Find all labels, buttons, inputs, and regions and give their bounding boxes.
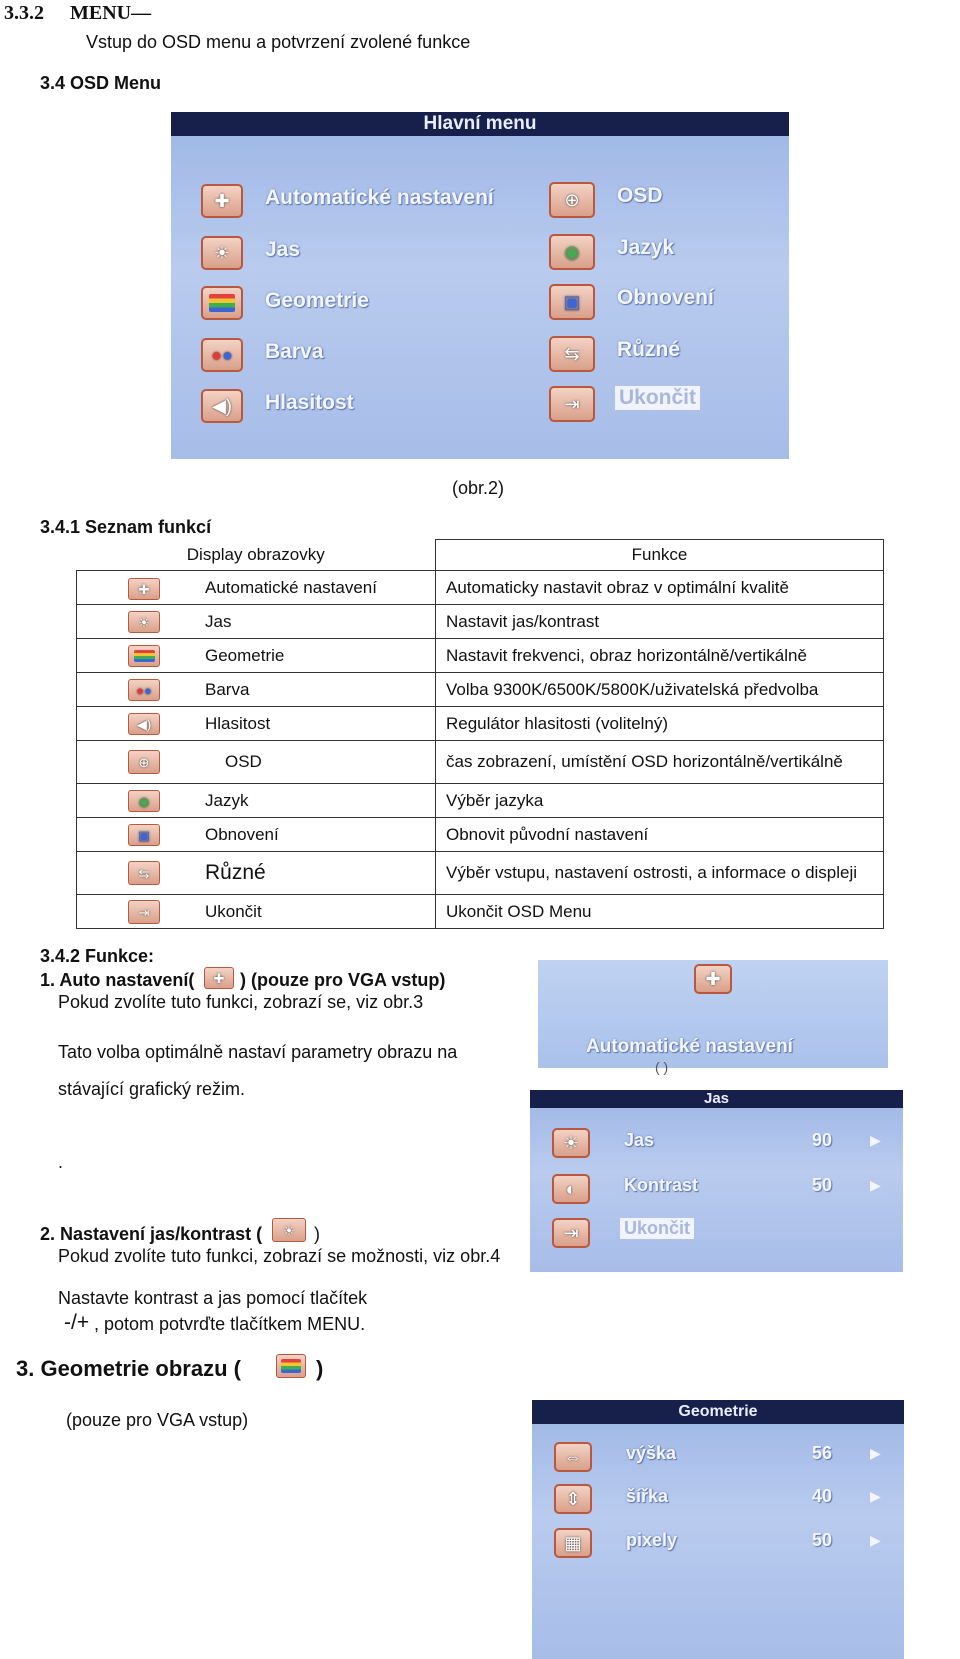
row-function: Výběr vstupu, nastavení ostrosti, a informace o displeji (436, 852, 884, 895)
geometry-icon (201, 286, 243, 320)
auto-adjust-icon: ✚ (204, 967, 234, 989)
row-name: Hlasitost (195, 707, 436, 741)
kontrast-row-value: 50 (812, 1175, 833, 1195)
table-row (77, 784, 884, 818)
exit-icon: ⇥ (552, 1218, 590, 1248)
item1-line3: stávající grafický režim. (58, 1079, 246, 1099)
arrow-right-icon: ▶ (870, 1177, 881, 1193)
osd-item-geometrie: Geometrie (265, 289, 369, 312)
table-row (77, 571, 884, 605)
brightness-icon: ☀ (201, 236, 243, 270)
row-function: Automaticky nastavit obraz v optimální kvalitě (436, 571, 884, 605)
jas-exit-label: Ukončit (620, 1218, 694, 1239)
row-name: Geometrie (195, 639, 436, 673)
table-row (77, 852, 884, 895)
reset-icon: ▣ (549, 284, 595, 320)
brightness-icon: ☀ (272, 1218, 306, 1242)
caption-obr2: (obr.2) (452, 478, 505, 498)
row-function: Volba 9300K/6500K/5800K/uživatelská předvolba (436, 673, 884, 707)
row-function: Ukončit OSD Menu (436, 895, 884, 929)
auto-adjust-icon: ✚ (201, 184, 243, 218)
color-icon: ● ● (128, 679, 160, 701)
geometry-screenshot (532, 1400, 904, 1659)
row-name: Obnovení (195, 818, 436, 852)
item2-plusminus: -/+ (64, 1311, 90, 1334)
row-function: Nastavit frekvenci, obraz horizontálně/vertikálně (436, 639, 884, 673)
jas-row-value: 90 (812, 1130, 833, 1150)
auto-adjust-icon: ✚ (128, 578, 160, 600)
osd-title: Hlavní menu (171, 112, 789, 136)
table-row (77, 741, 884, 784)
item2-title-start: 2. Nastavení jas/kontrast ( (40, 1224, 263, 1244)
row-function: čas zobrazení, umístění OSD horizontálně/vertikálně (436, 741, 884, 784)
exit-icon: ⇥ (128, 900, 160, 924)
color-icon: ● ● (201, 338, 243, 372)
item1-line2: Tato volba optimálně nastaví parametry obrazu na (58, 1042, 458, 1062)
sirka-row-value: 40 (812, 1486, 833, 1506)
brightness-icon: ☀ (128, 611, 160, 633)
item1-title-start: 1. Auto nastavení( (40, 970, 195, 990)
osd-icon: ⊕ (549, 182, 595, 218)
arrow-right-icon: ▶ (870, 1488, 881, 1504)
language-icon: ◉ (128, 790, 160, 812)
osd-item-osd: OSD (617, 184, 663, 207)
heading-function-list: 3.4.1 Seznam funkcí (40, 517, 212, 537)
row-function: Obnovit původní nastavení (436, 818, 884, 852)
section-number-332: 3.3.2 (4, 2, 44, 24)
brightness-icon: ☀ (552, 1128, 590, 1158)
pixels-icon: ▦ (554, 1528, 592, 1558)
osd-item-jas: Jas (265, 238, 301, 261)
row-name: Různé (195, 852, 436, 895)
table-row (77, 639, 884, 673)
sirka-row-label: šířka (626, 1486, 669, 1506)
osd-item-ruzne: Různé (617, 338, 680, 361)
geometry-icon (276, 1354, 306, 1378)
jas-osd-title: Jas (530, 1090, 903, 1108)
row-name: Automatické nastavení (195, 571, 436, 605)
item3-line1: (pouze pro VGA vstup) (66, 1410, 249, 1430)
language-icon: ◉ (549, 234, 595, 270)
row-name: OSD (195, 741, 436, 784)
function-table (76, 539, 884, 929)
heading-osd-menu: 3.4 OSD Menu (40, 73, 162, 93)
auto-osd-label: Automatické nastavení (586, 1036, 793, 1057)
main-menu-screenshot (171, 112, 789, 459)
osd-icon: ⊕ (128, 750, 160, 774)
osd-item-barva: Barva (265, 340, 324, 363)
table-header-row (77, 540, 884, 571)
auto-caption-fragment: ( ) (655, 1059, 669, 1075)
item1-title-end: ) (pouze pro VGA vstup) (240, 970, 446, 990)
row-name: Jas (195, 605, 436, 639)
arrow-right-icon: ▶ (870, 1132, 881, 1148)
row-name: Barva (195, 673, 436, 707)
pixely-row-label: pixely (626, 1530, 678, 1550)
pixely-row-value: 50 (812, 1530, 833, 1550)
menu-description: Vstup do OSD menu a potvrzení zvolené funkce (86, 32, 471, 52)
jas-row-label: Jas (624, 1130, 655, 1150)
item2-line2: Nastavte kontrast a jas pomocí tlačítek (58, 1288, 368, 1308)
arrow-right-icon: ▶ (870, 1445, 881, 1461)
row-function: Regulátor hlasitosti (volitelný) (436, 707, 884, 741)
misc-icon: ⇆ (549, 336, 595, 372)
heading-functions: 3.4.2 Funkce: (40, 946, 155, 966)
header-function: Funkce (436, 540, 884, 571)
item2-title-end: ) (314, 1224, 320, 1244)
table-row (77, 895, 884, 929)
row-function: Výběr jazyka (436, 784, 884, 818)
arrow-right-icon: ▶ (870, 1532, 881, 1548)
item1-dot: . (58, 1152, 64, 1172)
osd-item-auto: Automatické nastavení (265, 186, 494, 209)
row-name: Ukončit (195, 895, 436, 929)
exit-icon: ⇥ (549, 386, 595, 422)
table-row (77, 673, 884, 707)
section-title-menu: MENU— (70, 2, 152, 24)
geometry-icon (128, 645, 160, 667)
table-row (77, 605, 884, 639)
vyska-row-value: 56 (812, 1443, 833, 1463)
osd-item-jazyk: Jazyk (617, 236, 675, 259)
item3-title-end: ) (316, 1356, 324, 1381)
width-icon: ⇕ (554, 1484, 592, 1514)
vyska-row-label: výška (626, 1443, 677, 1463)
auto-adjust-icon: ✚ (694, 964, 732, 994)
geo-osd-title: Geometrie (532, 1400, 904, 1424)
header-display: Display obrazovky (77, 540, 436, 571)
misc-icon: ⇆ (128, 861, 160, 885)
item3-title-start: 3. Geometrie obrazu ( (16, 1356, 241, 1381)
item1-line1: Pokud zvolíte tuto funkci, zobrazí se, viz obr.3 (58, 992, 424, 1012)
row-name: Jazyk (195, 784, 436, 818)
item2-line1: Pokud zvolíte tuto funkci, zobrazí se možnosti, viz obr.4 (58, 1246, 501, 1266)
volume-icon: ◀) (128, 713, 160, 735)
contrast-icon: ◐ (552, 1174, 590, 1204)
osd-item-obnoveni: Obnovení (617, 286, 714, 309)
row-function: Nastavit jas/kontrast (436, 605, 884, 639)
kontrast-row-label: Kontrast (624, 1175, 699, 1195)
auto-adjust-screenshot (538, 960, 888, 1068)
reset-icon: ▣ (128, 824, 160, 846)
osd-item-ukoncit: Ukončit (615, 386, 700, 410)
volume-icon: ◀) (201, 389, 243, 423)
table-row (77, 818, 884, 852)
osd-item-hlasitost: Hlasitost (265, 391, 354, 414)
item2-line3: , potom potvrďte tlačítkem MENU. (94, 1314, 366, 1334)
height-icon: ⇔ (554, 1442, 592, 1472)
table-row (77, 707, 884, 741)
brightness-screenshot (530, 1090, 903, 1272)
